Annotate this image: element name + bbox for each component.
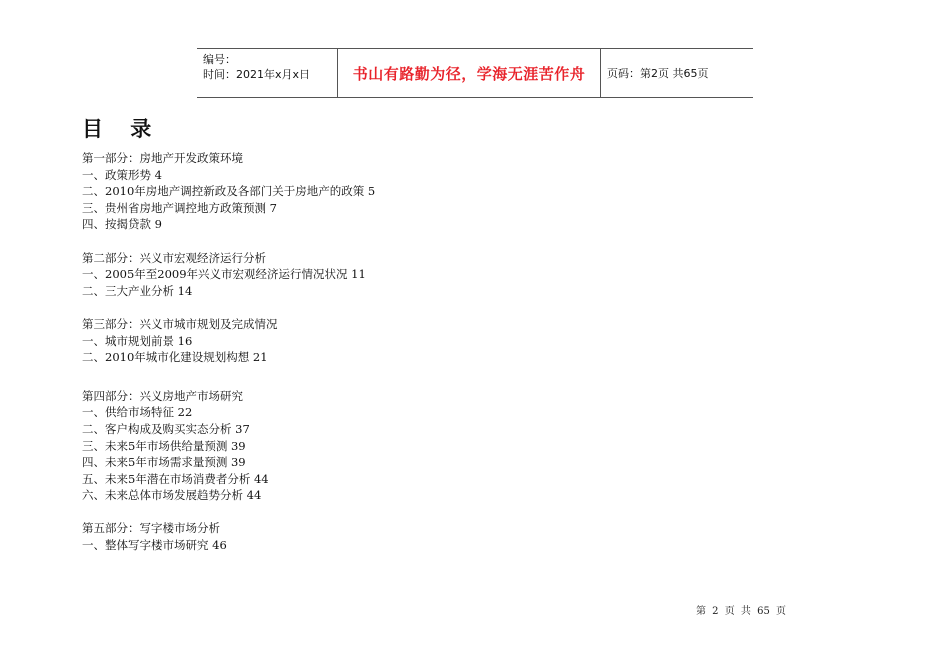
page-title: 目 录 <box>82 117 162 141</box>
page-info: 页码：第2页 共65页 <box>607 67 709 80</box>
page-header <box>197 48 753 98</box>
number-label: 编号： <box>203 53 236 66</box>
toc-item: 二、2010年城市化建设规划构想 21 <box>82 350 268 365</box>
toc-section-heading: 第一部分：房地产开发政策环境 <box>82 151 243 165</box>
toc-section-heading: 第五部分：写字楼市场分析 <box>82 521 220 536</box>
toc-section-4 <box>82 388 375 504</box>
header-motto-cell <box>338 49 601 97</box>
page-footer: 第 2 页 共 65 页 <box>696 606 786 617</box>
header-page-cell <box>601 49 753 97</box>
toc-section-heading: 第二部分：兴义市宏观经济运行分析 <box>82 250 266 265</box>
toc-section-heading: 第四部分：兴义房地产市场研究 <box>82 388 243 403</box>
toc-section-heading: 第三部分：兴义市城市规划及完成情况 <box>82 316 278 331</box>
toc-item: 六、未来总体市场发展趋势分析 44 <box>82 488 262 503</box>
toc-item: 一、整体写字楼市场研究 46 <box>82 538 227 553</box>
toc-item: 五、未来5年潜在市场消费者分析 44 <box>82 471 269 486</box>
toc-item: 三、未来5年市场供给量预测 39 <box>82 438 246 453</box>
header-meta-cell <box>197 49 338 97</box>
toc-item: 一、2005年至2009年兴义市宏观经济运行情况状况 11 <box>82 267 366 282</box>
toc-item: 一、城市规划前景 16 <box>82 333 193 348</box>
toc-item: 二、2010年房地产调控新政及各部门关于房地产的政策 5 <box>82 184 376 199</box>
motto-text: 书山有路勤为径，学海无涯苦作舟 <box>352 64 586 83</box>
toc-item: 四、未来5年市场需求量预测 39 <box>82 455 246 470</box>
toc-section-1 <box>82 150 375 233</box>
table-of-contents <box>82 150 375 554</box>
toc-section-2 <box>82 250 375 300</box>
toc-item: 二、三大产业分析 14 <box>82 283 193 298</box>
time-label: 时间：2021年x月x日 <box>203 68 311 81</box>
toc-section-3 <box>82 316 375 366</box>
toc-item: 三、贵州省房地产调控地方政策预测 7 <box>82 200 277 215</box>
toc-item: 一、供给市场特征 22 <box>82 405 193 420</box>
toc-item: 二、客户构成及购买实态分析 37 <box>82 421 250 436</box>
toc-item: 四、按揭贷款 9 <box>82 217 162 232</box>
toc-item: 一、政策形势 4 <box>82 167 162 182</box>
toc-section-5 <box>82 520 375 553</box>
